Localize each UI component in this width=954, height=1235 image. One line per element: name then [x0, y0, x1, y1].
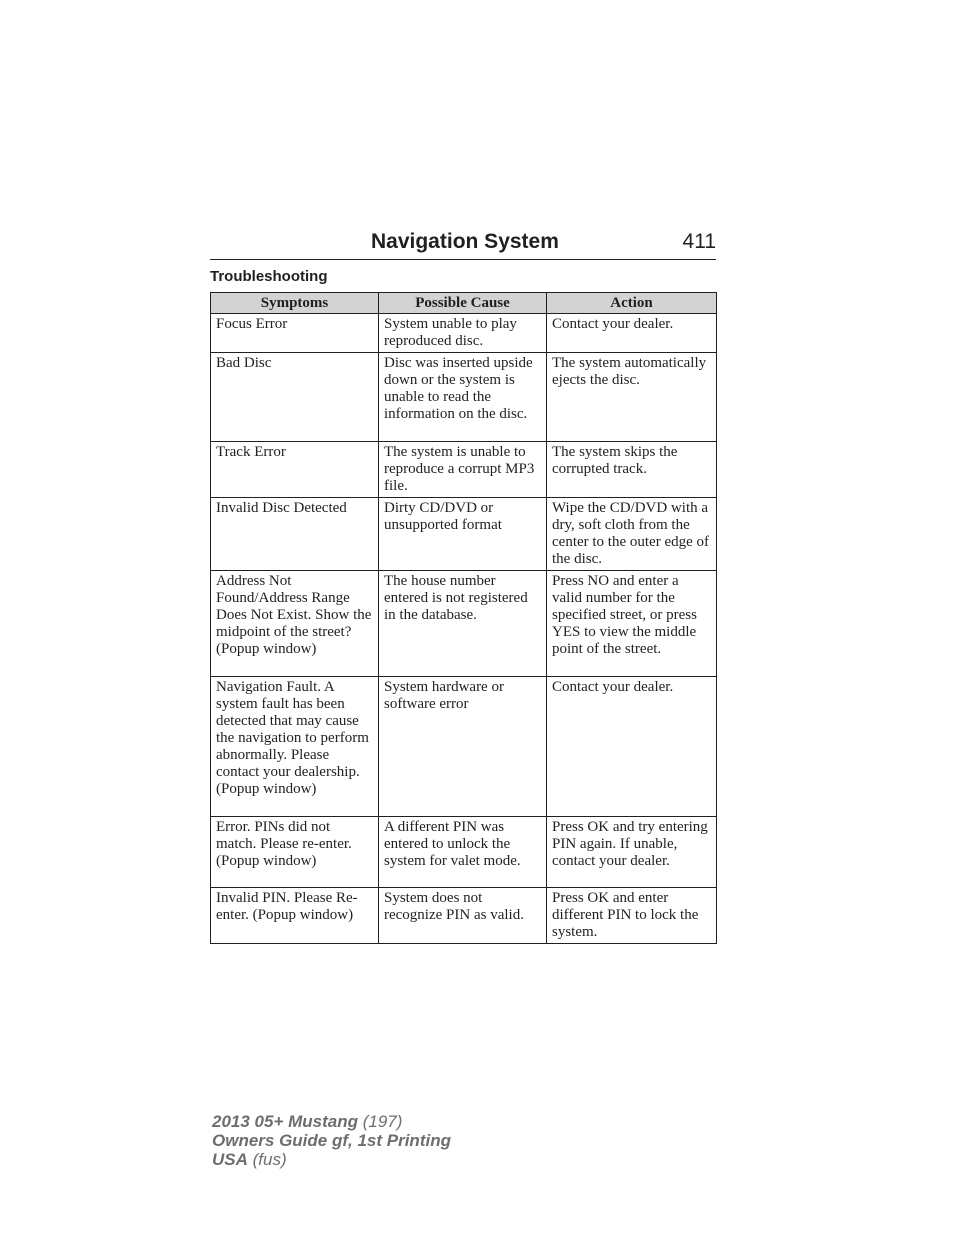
- action-cell: Press NO and enter a valid number for the specified street, or press YES to view the middle point of the street.: [547, 571, 717, 677]
- symptom-cell: Navigation Fault. A system fault has been detected that may cause the navigation to perform abnormally. Please contact your dealership. (Popup window): [211, 677, 379, 817]
- symptom-cell: Error. PINs did not match. Please re-enter. (Popup window): [211, 817, 379, 888]
- column-header-possible-cause: Possible Cause: [379, 293, 547, 314]
- section-heading: Troubleshooting: [210, 268, 328, 285]
- action-cell: Wipe the CD/DVD with a dry, soft cloth from the center to the outer edge of the disc.: [547, 498, 717, 571]
- cause-cell: The system is unable to reproduce a corrupt MP3 file.: [379, 442, 547, 498]
- cause-cell: A different PIN was entered to unlock the system for valet mode.: [379, 817, 547, 888]
- table-row: [211, 498, 717, 571]
- page-header: [210, 229, 716, 260]
- footer-line-2: Owners Guide gf, 1st Printing: [212, 1131, 451, 1150]
- action-cell: Contact your dealer.: [547, 314, 717, 353]
- symptom-cell: Bad Disc: [211, 353, 379, 442]
- cause-cell: Dirty CD/DVD or unsupported format: [379, 498, 547, 571]
- footer-line-1: 2013 05+ Mustang (197): [212, 1112, 403, 1131]
- action-cell: The system automatically ejects the disc.: [547, 353, 717, 442]
- footer-line-3: USA (fus): [212, 1150, 287, 1169]
- table-row: [211, 677, 717, 817]
- symptom-cell: Invalid Disc Detected: [211, 498, 379, 571]
- page-title: Navigation System: [371, 230, 559, 253]
- column-header-action: Action: [547, 293, 717, 314]
- table-row: [211, 888, 717, 944]
- cause-cell: System hardware or software error: [379, 677, 547, 817]
- table-header-row: [211, 293, 717, 314]
- cause-cell: System unable to play reproduced disc.: [379, 314, 547, 353]
- symptom-cell: Track Error: [211, 442, 379, 498]
- cause-cell: System does not recognize PIN as valid.: [379, 888, 547, 944]
- cause-cell: The house number entered is not registered in the database.: [379, 571, 547, 677]
- page-number: 411: [682, 230, 716, 253]
- action-cell: Press OK and try entering PIN again. If unable, contact your dealer.: [547, 817, 717, 888]
- table-row: [211, 817, 717, 888]
- table-row: [211, 442, 717, 498]
- table-row: [211, 353, 717, 442]
- troubleshooting-table: [210, 292, 717, 944]
- symptom-cell: Invalid PIN. Please Re-enter. (Popup window): [211, 888, 379, 944]
- table-row: [211, 314, 717, 353]
- page-footer: [212, 1112, 451, 1169]
- symptom-cell: Focus Error: [211, 314, 379, 353]
- column-header-symptoms: Symptoms: [211, 293, 379, 314]
- table-row: [211, 571, 717, 677]
- action-cell: The system skips the corrupted track.: [547, 442, 717, 498]
- action-cell: Contact your dealer.: [547, 677, 717, 817]
- cause-cell: Disc was inserted upside down or the system is unable to read the information on the disc.: [379, 353, 547, 442]
- symptom-cell: Address Not Found/Address Range Does Not Exist. Show the midpoint of the street? (Popup window): [211, 571, 379, 677]
- action-cell: Press OK and enter different PIN to lock the system.: [547, 888, 717, 944]
